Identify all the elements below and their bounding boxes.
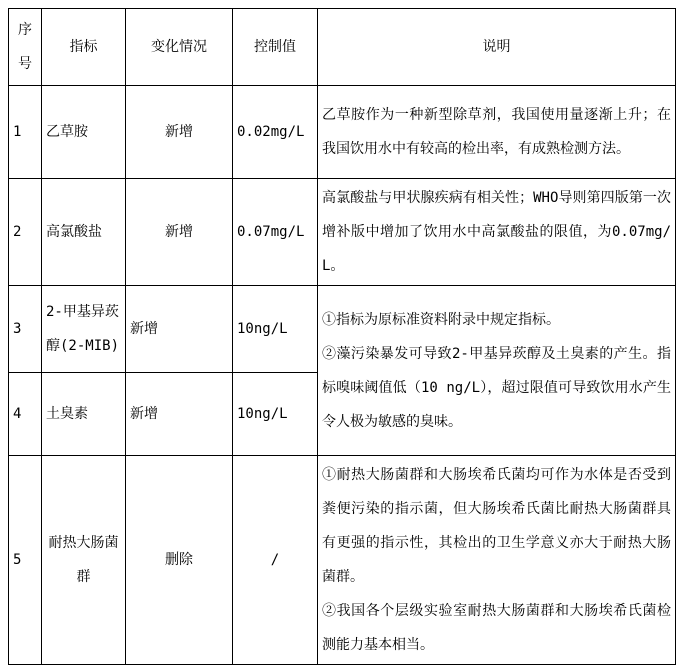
serial-number-cell: 1 bbox=[9, 86, 42, 179]
table-row-2 bbox=[9, 179, 676, 286]
note-paragraph: 乙草胺作为一种新型除草剂，我国使用量逐渐上升；在我国饮用水中有较高的检出率，有成熟检测方法。 bbox=[322, 107, 671, 157]
header-serial-number: 序号 bbox=[9, 9, 42, 86]
control-value-cell: 0.02mg/L bbox=[233, 86, 318, 179]
change-status-cell: 新增 bbox=[126, 179, 233, 286]
note-paragraph: ①耐热大肠菌群和大肠埃希氏菌均可作为水体是否受到粪便污染的指示菌，但大肠埃希氏菌比耐热大肠菌群具有更强的指示性，其检出的卫生学意义亦大于耐热大肠菌群。 bbox=[322, 467, 671, 585]
control-value-cell: 0.07mg/L bbox=[233, 179, 318, 286]
description-cell-merged-rows-3-4 bbox=[318, 286, 676, 456]
indicator-cell: 高氯酸盐 bbox=[42, 179, 126, 286]
indicator-cell: 2-甲基异莰醇(2-MIB) bbox=[42, 286, 126, 373]
header-indicator: 指标 bbox=[42, 9, 126, 86]
header-control-value: 控制值 bbox=[233, 9, 318, 86]
change-status-cell: 新增 bbox=[126, 286, 233, 373]
table-row-3 bbox=[9, 286, 676, 373]
description-cell bbox=[318, 456, 676, 665]
change-status-cell: 新增 bbox=[126, 86, 233, 179]
description-cell bbox=[318, 179, 676, 286]
indicator-cell: 耐热大肠菌群 bbox=[42, 456, 126, 665]
description-cell bbox=[318, 86, 676, 179]
note-paragraph: 高氯酸盐与甲状腺疾病有相关性；WHO导则第四版第一次增补版中增加了饮用水中高氯酸盐的限值，为0.07mg/L。 bbox=[322, 190, 671, 274]
header-description: 说明 bbox=[318, 9, 676, 86]
indicator-cell: 乙草胺 bbox=[42, 86, 126, 179]
note-paragraph: ①指标为原标准资料附录中规定指标。 bbox=[322, 311, 560, 328]
control-value-cell: 10ng/L bbox=[233, 373, 318, 456]
note-paragraph: ②藻污染暴发可导致2-甲基异莰醇及土臭素的产生。指标嗅味阈值低（10 ng/L），超过限值可导致饮用水产生令人极为敏感的臭味。 bbox=[322, 345, 671, 430]
control-value-cell: 10ng/L bbox=[233, 286, 318, 373]
change-status-cell: 新增 bbox=[126, 373, 233, 456]
serial-number-cell: 2 bbox=[9, 179, 42, 286]
serial-number-cell: 5 bbox=[9, 456, 42, 665]
change-status-cell: 删除 bbox=[126, 456, 233, 665]
control-value-cell: / bbox=[233, 456, 318, 665]
serial-number-cell: 3 bbox=[9, 286, 42, 373]
header-change-status: 变化情况 bbox=[126, 9, 233, 86]
serial-number-cell: 4 bbox=[9, 373, 42, 456]
table-header-row bbox=[9, 9, 676, 86]
indicator-change-table bbox=[8, 8, 676, 665]
table-row-1 bbox=[9, 86, 676, 179]
note-paragraph: ②我国各个层级实验室耐热大肠菌群和大肠埃希氏菌检测能力基本相当。 bbox=[322, 603, 671, 653]
table-row-5 bbox=[9, 456, 676, 665]
indicator-cell: 土臭素 bbox=[42, 373, 126, 456]
